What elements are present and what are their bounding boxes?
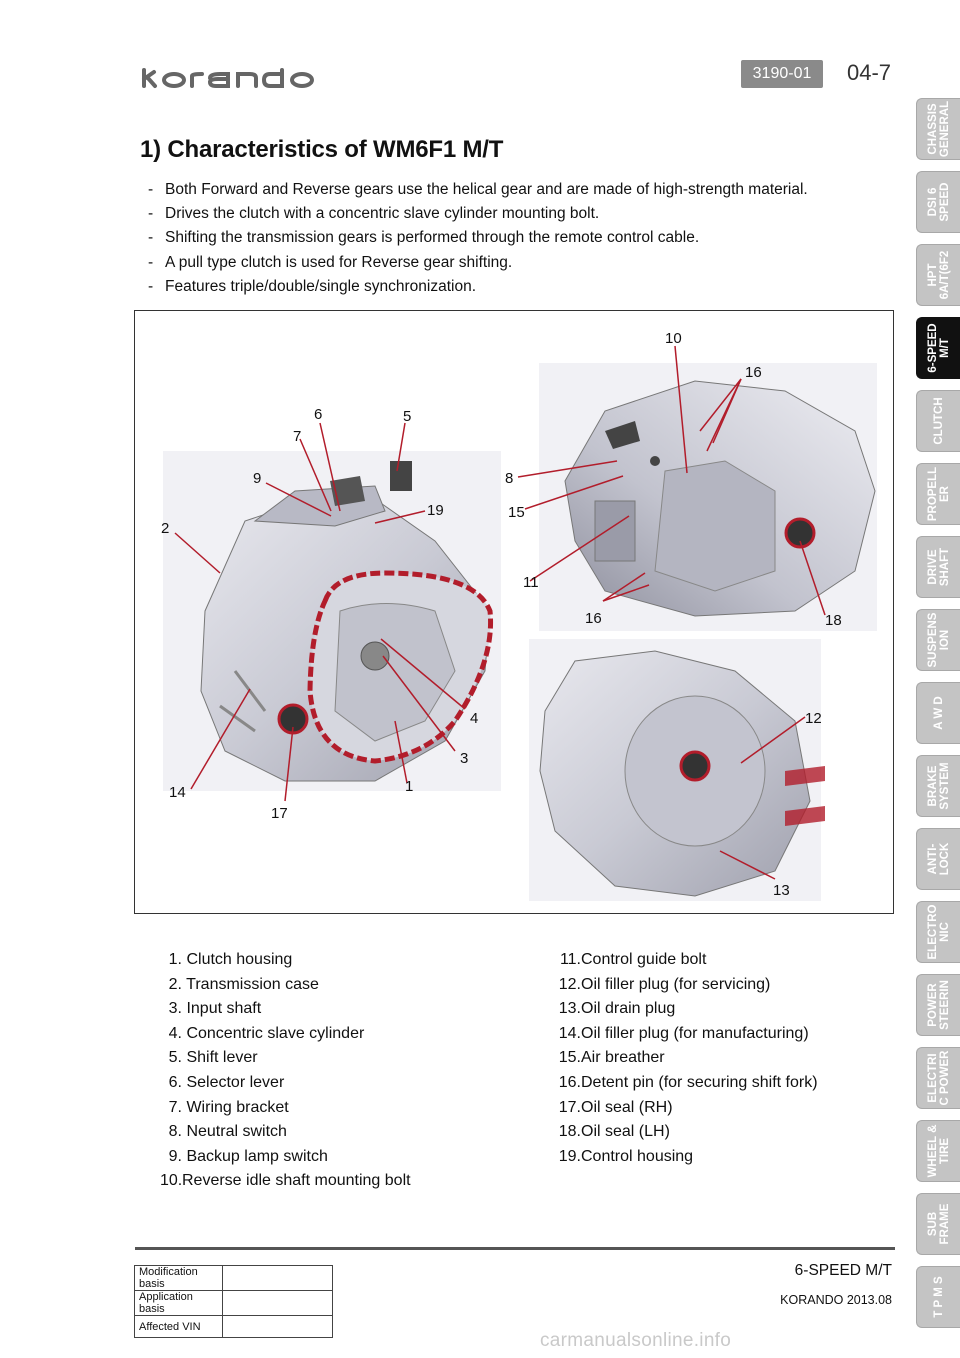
- transmission-left-view: [163, 451, 501, 791]
- legend-item: 17.Oil seal (RH): [558, 1098, 673, 1116]
- tab-6-speed-mt[interactable]: 6-SPEED M/T: [916, 317, 960, 379]
- transmission-right-bottom-view: [529, 639, 825, 901]
- tab-drive-shaft[interactable]: DRIVE SHAFT: [916, 536, 960, 598]
- tab-brake-system[interactable]: BRAKE SYSTEM: [916, 755, 960, 817]
- tab-electronic[interactable]: ELECTRO NIC: [916, 901, 960, 963]
- legend-item: 5. Shift lever: [168, 1049, 258, 1067]
- watermark: carmanualsonline.info: [540, 1330, 732, 1351]
- legend-item: 6. Selector lever: [168, 1073, 285, 1091]
- legend-right-list: [556, 948, 818, 1169]
- bullet-item: - Shifting the transmission gears is performed through the remote control cable.: [148, 226, 888, 250]
- callout-8: 8: [505, 470, 514, 487]
- tab-electric-power[interactable]: ELECTRI C POWER: [916, 1047, 960, 1109]
- korando-logo-graphic: [138, 66, 318, 90]
- tab-clutch[interactable]: CLUTCH: [916, 390, 960, 452]
- tab-tpms[interactable]: T P M S: [916, 1266, 960, 1328]
- tab-anti-lock[interactable]: ANTI- LOCK: [916, 828, 960, 890]
- tab-sub-frame[interactable]: SUB FRAME: [916, 1193, 960, 1255]
- callout-1: 1: [405, 778, 414, 795]
- callout-7: 7: [293, 428, 302, 445]
- bullet-item: - A pull type clutch is used for Reverse gear shifting.: [148, 251, 888, 275]
- callout-5: 5: [403, 408, 412, 425]
- callout-16-top: 16: [745, 364, 762, 381]
- callout-10: 10: [665, 330, 682, 347]
- legend-item: 19.Control housing: [558, 1147, 694, 1165]
- tab-suspension[interactable]: SUSPENS ION: [916, 609, 960, 671]
- bullet-item: - Features triple/double/single synchronization.: [148, 275, 888, 299]
- legend-item: 3. Input shaft: [168, 1000, 262, 1018]
- table-row: Affected VIN: [135, 1316, 333, 1338]
- tab-power-steering[interactable]: POWER STEERIN: [916, 974, 960, 1036]
- callout-18: 18: [825, 612, 842, 629]
- legend-item: 12.Oil filler plug (for servicing): [558, 975, 771, 993]
- callout-11: 11: [523, 574, 539, 591]
- tab-awd[interactable]: A W D: [916, 682, 960, 744]
- tab-hpt-6at[interactable]: HPT 6A/T(6F2: [916, 244, 960, 306]
- legend-item: 11.Control guide bolt: [559, 951, 707, 968]
- transmission-illustration: [135, 311, 892, 912]
- legend-item: 7. Wiring bracket: [168, 1098, 289, 1116]
- transmission-figure: [134, 310, 894, 914]
- section-title: 1) Characteristics of WM6F1 M/T: [140, 136, 504, 163]
- callout-9: 9: [253, 470, 262, 487]
- legend-item: 8. Neutral switch: [168, 1123, 287, 1141]
- transmission-right-top-view: [539, 363, 877, 631]
- table-row: Application basis: [135, 1291, 333, 1316]
- callout-3: 3: [460, 750, 469, 767]
- callout-13: 13: [773, 882, 790, 899]
- bullet-item: - Drives the clutch with a concentric slave cylinder mounting bolt.: [148, 202, 888, 226]
- tab-chassis-general[interactable]: CHASSIS GENERAL: [916, 98, 960, 160]
- tab-propeller[interactable]: PROPELL ER: [916, 463, 960, 525]
- footer-model-date: KORANDO 2013.08: [780, 1293, 892, 1307]
- callout-6: 6: [314, 406, 323, 423]
- legend-item: 2. Transmission case: [168, 975, 319, 993]
- legend-left-list: [160, 948, 411, 1194]
- callout-12: 12: [805, 710, 822, 727]
- page-number: 04-7: [847, 60, 892, 85]
- legend-item: 13.Oil drain plug: [558, 1000, 676, 1018]
- legend-item: 14.Oil filler plug (for manufacturing): [558, 1024, 809, 1042]
- legend-item: 15.Air breather: [558, 1049, 665, 1067]
- tab-dsi-6-speed[interactable]: DSI 6 SPEED: [916, 171, 960, 233]
- characteristics-list: [148, 178, 888, 299]
- callout-19: 19: [427, 502, 444, 519]
- callout-4: 4: [470, 710, 479, 727]
- korando-logo: [138, 66, 318, 90]
- tab-wheel-tire[interactable]: WHEEL & TIRE: [916, 1120, 960, 1182]
- legend-item: 16.Detent pin (for securing shift fork): [558, 1073, 818, 1091]
- document-code-badge: 3190-01: [741, 60, 823, 88]
- callout-17: 17: [271, 805, 288, 822]
- bullet-item: - Both Forward and Reverse gears use the helical gear and are made of high-strength material.: [148, 178, 888, 202]
- callout-2: 2: [161, 520, 170, 537]
- legend-item: 4. Concentric slave cylinder: [168, 1024, 365, 1042]
- footer-divider: [135, 1247, 895, 1250]
- footer-section-title: 6-SPEED M/T: [794, 1262, 892, 1279]
- callout-15: 15: [508, 504, 525, 521]
- legend-item: 18.Oil seal (LH): [558, 1123, 670, 1141]
- modification-table: [134, 1265, 333, 1338]
- callout-14: 14: [169, 784, 186, 801]
- legend-item: 10.Reverse idle shaft mounting bolt: [160, 1172, 411, 1190]
- legend-item: 1. Clutch housing: [168, 951, 293, 968]
- callout-16-bottom: 16: [585, 610, 602, 627]
- legend-item: 9. Backup lamp switch: [168, 1147, 328, 1165]
- table-row: Modification basis: [135, 1266, 333, 1291]
